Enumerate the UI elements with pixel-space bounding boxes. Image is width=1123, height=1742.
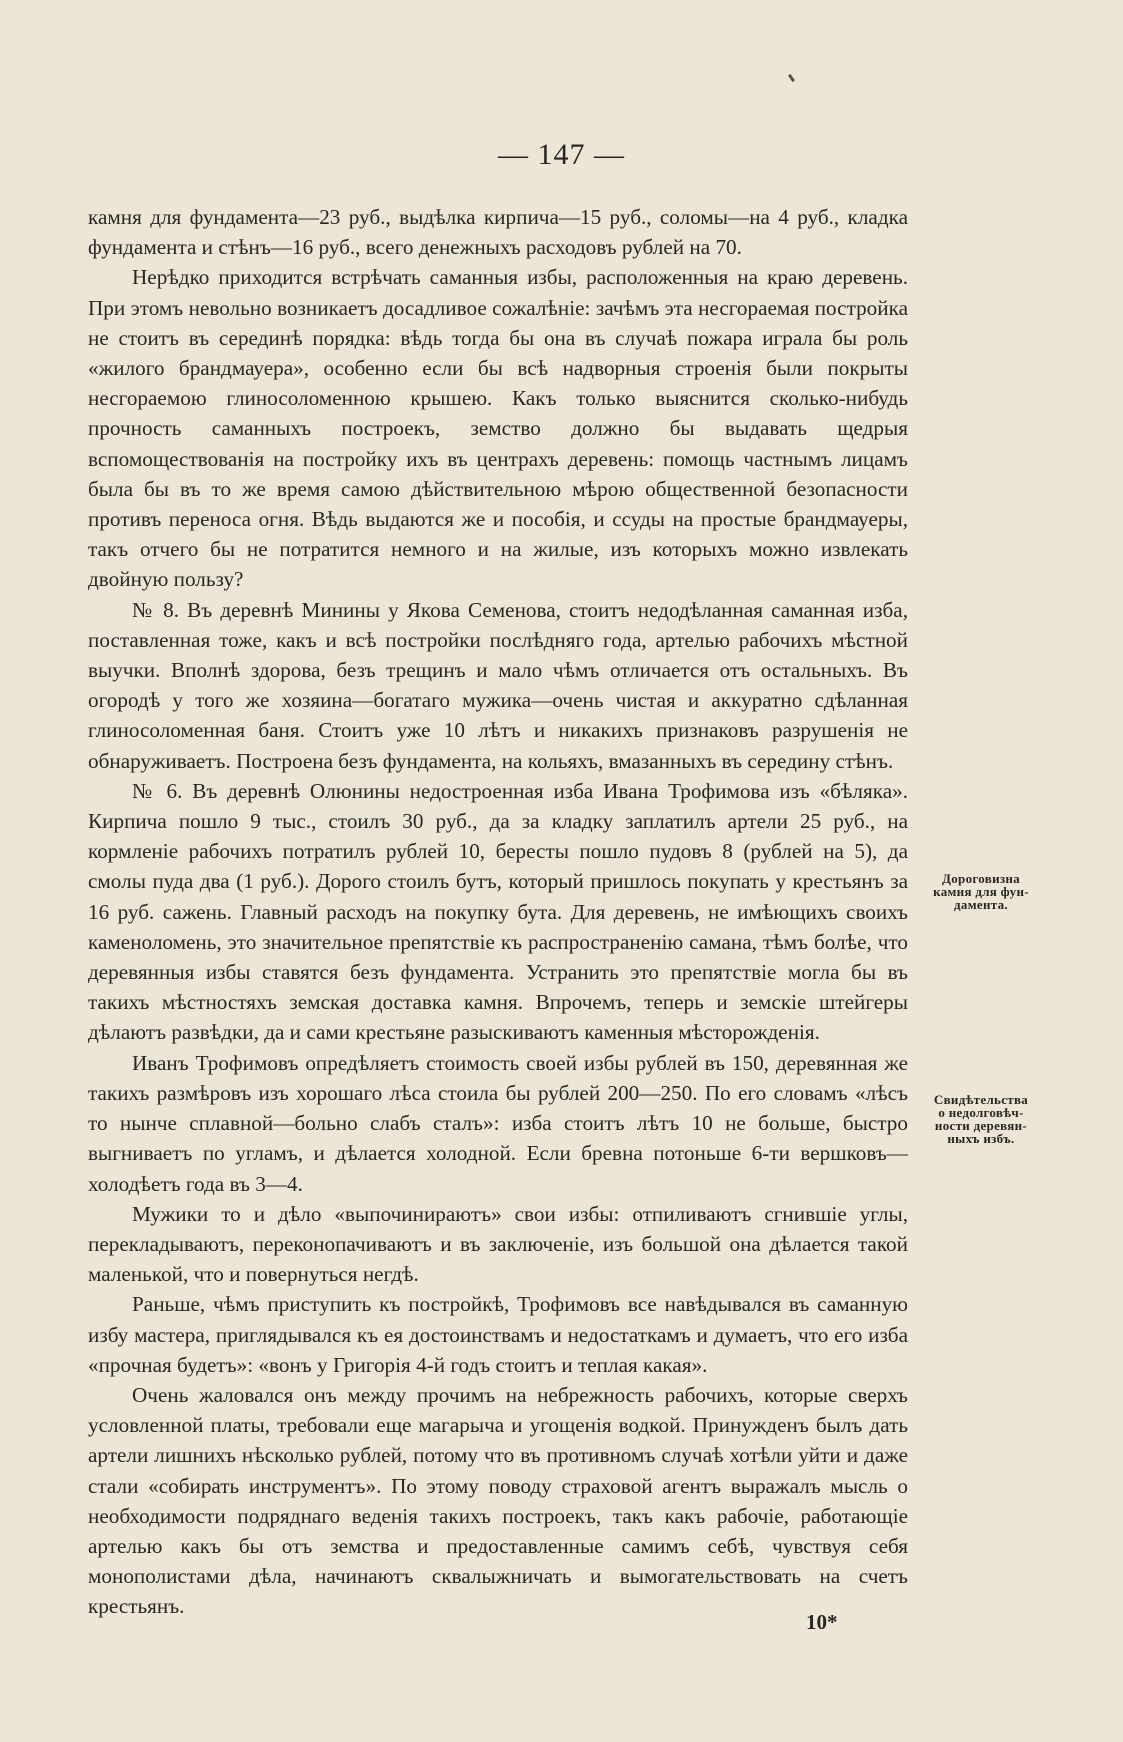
page-number: — 147 —: [498, 138, 625, 171]
margin-note-line: Свидѣтельства: [933, 1092, 1029, 1107]
margin-note-line: ности деревян-: [934, 1118, 1028, 1133]
margin-note-line: камня для фун-: [933, 884, 1029, 899]
paragraph: камня для фундамента—23 руб., выдѣлка кирпича—15 руб., соломы—на 4 руб., кладка фундамента и стѣнъ—16 руб., всего денежныхъ расходовъ рублей на 70.: [88, 205, 908, 260]
paragraph: № 6. Въ деревнѣ Олюнины недостроенная изба Ивана Трофимова изъ «бѣляка». Кирпича пошло 9 тыс., стоилъ 30 руб., да за кладку заплатилъ артели 25 руб., на кормленіе рабочихъ потратилъ рублей 10, бересты пошло пудовъ 8 (рублей на 5), да смолы пуда два (1 руб.). Дорого стоилъ бутъ, который пришлось покупать у крестьянъ за 16 руб. сажень. Главный расходъ на покупку бута. Для деревень, не имѣющихъ своихъ каменоломень, это значительное препятствіе къ распространенію самана, тѣмъ болѣе, что деревянныя избы ставятся безъ фундамента. Устранить это препятствіе могла бы въ такихъ мѣстностяхъ земская доставка камня. Впрочемъ, теперь и земскіе штейгеры дѣлаютъ развѣдки, да и сами крестьяне разыскиваютъ каменныя мѣсторожденія.: [88, 778, 908, 1045]
margin-note: [906, 872, 1056, 911]
paragraph: Раньше, чѣмъ приступить къ постройкѣ, Трофимовъ все навѣдывался въ саманную избу мастера, приглядывался къ ея достоинствамъ и недостаткамъ и думаетъ, что его изба «прочная будетъ»: «вонъ у Григорія 4-й годъ стоитъ и теплая какая».: [88, 1292, 908, 1377]
margin-note-line: ныхъ избъ.: [947, 1131, 1015, 1146]
margin-note-line: дамента.: [954, 897, 1008, 912]
paragraph: Мужики то и дѣло «выпочинираютъ» свои избы: отпиливаютъ сгнившіе углы, перекладываютъ, переконопачиваютъ и въ заключеніе, изъ большой она дѣлается такой маленькой, что и повернуться негдѣ.: [88, 1201, 908, 1287]
paragraph: Нерѣдко приходится встрѣчать саманныя избы, расположенныя на краю деревень. При этомъ невольно возникаетъ досадливое сожалѣніе: зачѣмъ эта несгораемая постройка не стоитъ въ серединѣ порядка: вѣдь тогда бы она въ случаѣ пожара играла бы роль «жилого брандмауера», особенно если бы всѣ надворныя строенія были покрыты несгораемою глиносоломенною крышею. Какъ только выяснится сколько-нибудь прочность саманныхъ построекъ, земство должно бы выдавать щедрыя вспомоществованія на постройку ихъ въ центрахъ деревень: помощь частнымъ лицамъ была бы въ то же время самою дѣйствительною мѣрою общественной безопасности противъ переноса огня. Вѣдь выдаются же и пособія, и ссуды на простые брандмауеры, такъ отчего бы не потратится немного и на жилые, изъ которыхъ можно извлекать двойную пользу?: [88, 265, 908, 592]
main-text: [88, 202, 908, 1622]
paragraph: Очень жаловался онъ между прочимъ на небрежность рабочихъ, которые сверхъ условленной платы, требовали еще магарыча и угощенія водкой. Принужденъ былъ дать артели лишнихъ нѣсколько рублей, потому что въ противномъ случаѣ хотѣли уйти и даже стали «собирать инструментъ». По этому поводу страховой агентъ выражалъ мысль о необходимости подряднаго веденія такихъ построекъ, такъ какъ рабочіе, работающіе артелью какъ бы отъ земства и предоставленные самимъ себѣ, чувствуя себя монополистами дѣла, начинаютъ сквалыжничать и вымогательствовать на счетъ крестьянъ.: [88, 1382, 908, 1619]
signature-mark: 10*: [806, 1610, 838, 1634]
margin-note-line: Дороговизна: [942, 871, 1020, 886]
ink-mark: [788, 74, 795, 82]
paragraph: Иванъ Трофимовъ опредѣляетъ стоимость своей избы рублей въ 150, деревянная же такихъ размѣровъ изъ хорошаго лѣса стоила бы рублей 200—250. По его словамъ «лѣсъ то нынче сплавной—больно слабъ сталъ»: изба стоитъ лѣтъ 10 не больше, быстро выгниваетъ по угламъ, и дѣлается холодной. Если бревна потоньше 6-ти вершковъ—холодѣетъ года въ 3—4.: [88, 1050, 908, 1196]
margin-note-line: о недолговѣч-: [938, 1105, 1024, 1120]
margin-note: [906, 1093, 1056, 1145]
paragraph: № 8. Въ деревнѣ Минины у Якова Семенова, стоитъ недодѣланная саманная изба, поставленная тоже, какъ и всѣ постройки послѣдняго года, артелью рабочихъ мѣстной выучки. Вполнѣ здорова, безъ трещинъ и мало чѣмъ отличается отъ остальныхъ. Въ огородѣ у того же хозяина—богатаго мужика—очень чистая и аккуратно сдѣланная глиносоломенная баня. Стоитъ уже 10 лѣтъ и никакихъ признаковъ разрушенія не обнаруживаетъ. Построена безъ фундамента, на кольяхъ, вмазанныхъ въ середину стѣнъ.: [88, 597, 908, 773]
